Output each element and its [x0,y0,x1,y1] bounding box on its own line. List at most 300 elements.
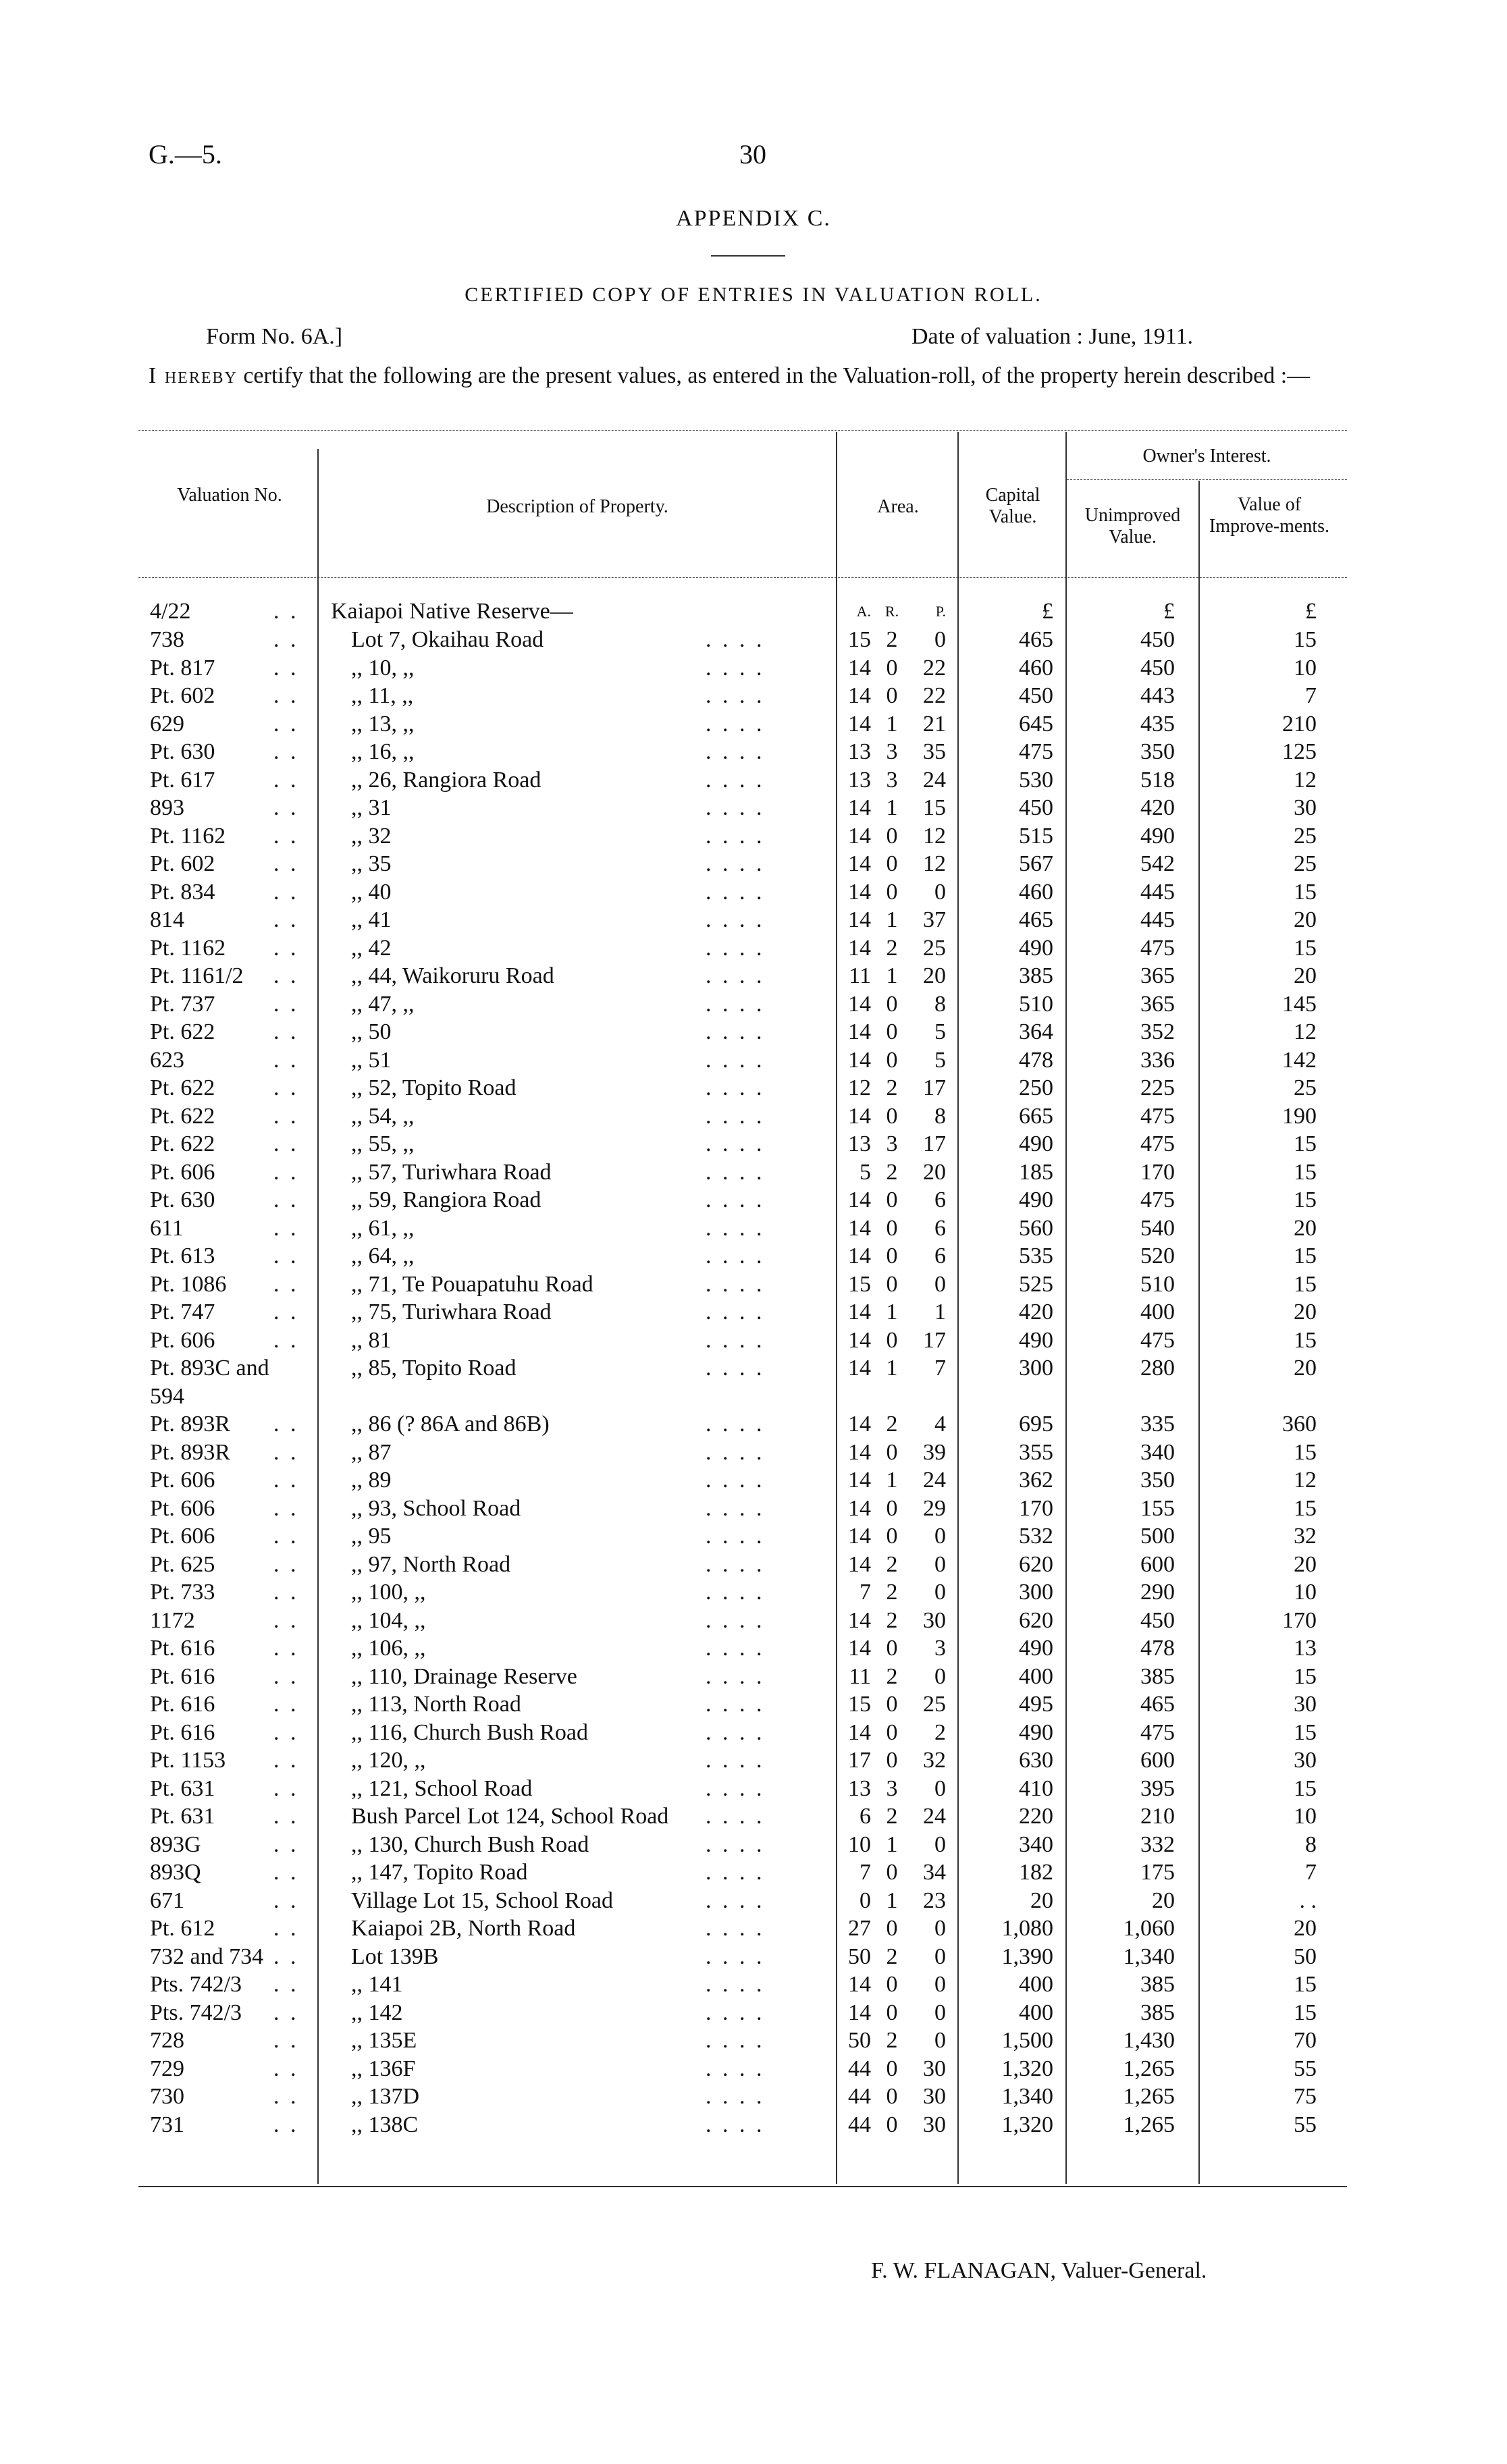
improvements-value: 50 [1294,1944,1317,1969]
leader-dots: . . . . [706,655,765,680]
area-perches: 21 [923,712,946,736]
improvements-value: 210 [1282,712,1317,736]
leader-dots: . . [273,1720,299,1745]
leader-dots: . . [273,1608,299,1633]
capital-value: 560 [1019,1216,1053,1241]
leader-dots: . . . . [706,963,765,988]
improvements-value: 145 [1282,992,1317,1017]
valuation-no: 671 [150,1888,184,1913]
leader-dots: . . . . [706,1860,765,1885]
area-acres: 15 [848,1272,871,1297]
table-row [0,794,1507,822]
table-row [0,597,1507,626]
valuation-no: Pt. 602 [150,851,215,876]
area-perches: 25 [923,1692,946,1717]
area-roods: 3 [886,1131,898,1156]
description: ,, 142 [351,2000,403,2025]
valuation-no: Pt. 606 [150,1496,215,1521]
area-acres: 10 [848,1832,871,1857]
valuation-no: Pts. 742/3 [150,2000,242,2025]
area-acres: 6 [860,1804,871,1829]
table-row [0,1439,1507,1467]
table-row [0,2111,1507,2139]
valuation-no: 731 [150,2112,184,2137]
area-perches: 17 [923,1328,946,1353]
table-row [0,1719,1507,1747]
area-perches: 39 [923,1440,946,1465]
description: Village Lot 15, School Road [351,1888,613,1913]
capital-value: 182 [1019,1860,1053,1885]
description: ,, 57, Turiwhara Road [351,1160,552,1185]
area-roods: 0 [886,1216,898,1241]
improvements-value: 25 [1294,1075,1317,1100]
header-area: Area. [877,496,919,517]
description: ,, 100, ,, [351,1580,426,1605]
leader-dots: . . . . [706,1048,765,1073]
description: ,, 16, ,, [351,739,415,764]
description: Kaiapoi 2B, North Road [351,1916,576,1941]
area-perches: 35 [923,739,946,764]
certified-title: CERTIFIED COPY OF ENTRIES IN VALUATION ROLL. [465,284,1042,306]
unit-pound-unimproved: £ [1163,599,1175,624]
area-acres: 5 [860,1160,871,1185]
leader-dots: . . [273,1804,299,1829]
description: ,, 147, Topito Road [351,1860,528,1885]
unimproved-value: 520 [1140,1243,1175,1268]
leader-dots: . . . . [706,1216,765,1241]
unimproved-value: 500 [1140,1524,1175,1549]
capital-value: 362 [1019,1468,1053,1493]
valuation-no: Pt. 1162 [150,936,226,961]
leader-dots: . . . . [706,739,765,764]
table-row [0,710,1507,739]
table-row [0,1018,1507,1046]
area-acres: 14 [848,1636,871,1661]
header-description: Description of Property. [486,496,668,517]
header-owners-interest: Owner's Interest. [1142,446,1271,466]
improvements-value: 30 [1294,1692,1317,1717]
unit-roods: R. [884,603,899,620]
leader-dots: . . . . [706,1300,765,1324]
leader-dots: . . . . [706,1916,765,1941]
leader-dots: . . [273,1832,299,1857]
leader-dots: . . [273,1916,299,1941]
description: ,, 11, ,, [351,683,414,708]
area-acres: 14 [848,1524,871,1549]
valuation-no: Pt. 817 [150,655,215,680]
description: ,, 141 [351,1972,403,1997]
description: ,, 32 [351,824,392,849]
area-acres: 14 [848,851,871,876]
capital-value: 400 [1019,1664,1053,1689]
unimproved-value: 1,430 [1123,2028,1175,2053]
leader-dots: . . [273,712,299,736]
table-row [0,2027,1507,2055]
unimproved-value: 170 [1140,1160,1175,1185]
valuation-no: Pt. 606 [150,1160,215,1185]
unit-acres: A. [856,603,871,620]
area-roods: 0 [886,880,898,905]
area-acres: 11 [849,963,871,988]
table-row [0,1522,1507,1551]
unimproved-value: 225 [1140,1075,1175,1100]
area-roods: 0 [886,1187,898,1212]
table-row [0,1634,1507,1663]
valuation-no: 893G [150,1832,201,1857]
description: ,, 31 [351,795,392,820]
valuation-no: Pt. 893R [150,1440,231,1465]
table-row [0,1466,1507,1495]
table-row [0,850,1507,878]
leader-dots: . . . . [706,1412,765,1437]
unit-pound-improvements: £ [1305,599,1317,624]
table-row [0,878,1507,907]
unimproved-value: 465 [1140,1692,1175,1717]
valuation-no: Pt. 747 [150,1300,215,1324]
valuation-no: Pt. 834 [150,880,215,905]
description: Lot 7, Okaihau Road [351,627,544,652]
leader-dots: . . [273,795,299,820]
capital-value: 1,320 [1001,2112,1053,2137]
area-perches: 5 [934,1019,946,1044]
leader-dots: . . . . [706,1720,765,1745]
area-roods: 0 [886,1916,898,1941]
area-perches: 24 [923,1804,946,1829]
improvements-value: 10 [1294,1580,1317,1605]
area-acres: 7 [860,1860,871,1885]
table-row [0,1578,1507,1607]
area-roods: 3 [886,1776,898,1801]
area-acres: 14 [848,1356,871,1381]
capital-value: 364 [1019,1019,1053,1044]
area-acres: 14 [848,1216,871,1241]
leader-dots: . . . . [706,1075,765,1100]
area-acres: 14 [848,1048,871,1073]
area-acres: 14 [848,1552,871,1577]
capital-value: 495 [1019,1692,1053,1717]
improvements-value: 70 [1294,2028,1317,2053]
valuation-no: Pt. 630 [150,739,215,764]
area-roods: 2 [886,1944,898,1969]
unimproved-value: 1,060 [1123,1916,1175,1941]
description: ,, 51 [351,1048,392,1073]
capital-value: 1,390 [1001,1944,1053,1969]
area-roods: 0 [886,1440,898,1465]
leader-dots: . . [273,1243,299,1268]
table-row [0,1887,1507,1915]
area-roods: 2 [886,1608,898,1633]
area-acres: 14 [848,1972,871,1997]
area-roods: 1 [886,795,898,820]
leader-dots: . . . . [706,1664,765,1689]
leader-dots: . . [273,655,299,680]
area-roods: 0 [886,2056,898,2081]
table-row [0,1495,1507,1523]
capital-value: 645 [1019,712,1053,736]
area-perches: 0 [934,1552,946,1577]
area-acres: 13 [848,739,871,764]
owners-interest-rule [1067,479,1347,480]
capital-value: 1,320 [1001,2056,1053,2081]
valuation-no: Pt. 737 [150,992,215,1017]
table-row [0,654,1507,682]
area-perches: 6 [934,1187,946,1212]
description: ,, 26, Rangiora Road [351,768,541,793]
area-perches: 29 [923,1496,946,1521]
description: ,, 136F [351,2056,416,2081]
capital-value: 170 [1019,1496,1053,1521]
area-roods: 0 [886,1524,898,1549]
capital-value: 385 [1019,963,1053,988]
leader-dots: . . . . [706,1019,765,1044]
valuation-no: Pt. 622 [150,1104,215,1129]
valuation-no: Pt. 616 [150,1692,215,1717]
leader-dots: . . . . [706,992,765,1017]
unimproved-value: 1,265 [1123,2056,1175,2081]
area-acres: 14 [848,1412,871,1437]
capital-value: 400 [1019,1972,1053,1997]
description: ,, 61, ,, [351,1216,415,1241]
description: Kaiapoi Native Reserve— [331,599,573,624]
header-valuation-no: Valuation No. [177,485,282,506]
table-row [0,1746,1507,1775]
leader-dots: . . [273,851,299,876]
table-row [0,1046,1507,1075]
valuation-no: Pts. 742/3 [150,1972,242,1997]
leader-dots: . . [273,1580,299,1605]
area-perches: 34 [923,1860,946,1885]
improvements-value: 170 [1282,1608,1317,1633]
capital-value: 1,080 [1001,1916,1053,1941]
improvements-value: 20 [1294,907,1317,932]
area-roods: 0 [886,992,898,1017]
leader-dots: . . . . [706,1804,765,1829]
unimproved-value: 600 [1140,1748,1175,1773]
improvements-value: 15 [1294,1440,1317,1465]
leader-dots: . . . . [706,1104,765,1129]
improvements-value: 15 [1294,1272,1317,1297]
improvements-value: 32 [1294,1524,1317,1549]
valuation-no: Pt. 625 [150,1552,215,1577]
description: ,, 55, ,, [351,1131,415,1156]
area-acres: 14 [848,1496,871,1521]
area-acres: 0 [860,1888,871,1913]
unimproved-value: 352 [1140,1019,1175,1044]
leader-dots: . . [273,1187,299,1212]
improvements-value: 8 [1305,1832,1317,1857]
leader-dots: . . [273,1776,299,1801]
capital-value: 525 [1019,1272,1053,1297]
improvements-value: 10 [1294,655,1317,680]
description: ,, 52, Topito Road [351,1075,517,1100]
leader-dots: . . . . [706,1748,765,1773]
capital-value: 460 [1019,880,1053,905]
leader-dots: . . [273,1160,299,1185]
area-perches: 24 [923,1468,946,1493]
area-perches: 0 [934,1524,946,1549]
valuation-no-continued: 594 [150,1384,184,1409]
table-row [0,738,1507,766]
improvements-value: 30 [1294,795,1317,820]
area-acres: 15 [848,1692,871,1717]
improvements-value: 15 [1294,1972,1317,1997]
capital-value: 665 [1019,1104,1053,1129]
unimproved-value: 365 [1140,963,1175,988]
description: ,, 86 (? 86A and 86B) [351,1412,550,1437]
area-roods: 1 [886,1468,898,1493]
improvements-value: 20 [1294,1916,1317,1941]
leader-dots: . . [273,739,299,764]
improvements-value: 15 [1294,1160,1317,1185]
description: ,, 120, ,, [351,1748,426,1773]
table-row [0,1858,1507,1887]
unimproved-value: 450 [1140,1608,1175,1633]
improvements-value: 7 [1305,1860,1317,1885]
unimproved-value: 385 [1140,1664,1175,1689]
area-roods: 0 [886,1972,898,1997]
page-number: 30 [739,139,766,169]
capital-value: 450 [1019,683,1053,708]
unimproved-value: 475 [1140,1720,1175,1745]
area-acres: 14 [848,1187,871,1212]
valuation-no: Pt. 631 [150,1776,215,1801]
improvements-value: 20 [1294,1552,1317,1577]
capital-value: 490 [1019,1636,1053,1661]
date-of-valuation: Date of valuation : June, 1911. [911,324,1194,349]
leader-dots: . . . . [706,1187,765,1212]
area-roods: 1 [886,907,898,932]
capital-value: 250 [1019,1075,1053,1100]
unimproved-value: 435 [1140,712,1175,736]
area-perches: 0 [934,1580,946,1605]
capital-value: 220 [1019,1804,1053,1829]
table-row [0,1074,1507,1102]
table-row [0,962,1507,990]
area-perches: 0 [934,1972,946,1997]
valuation-no: Pt. 893R [150,1412,231,1437]
leader-dots: . . . . [706,1328,765,1353]
area-acres: 14 [848,1608,871,1633]
description: ,, 137D [351,2084,420,2109]
leader-dots: . . [273,1692,299,1717]
unimproved-value: 365 [1140,992,1175,1017]
leader-dots: . . [273,1440,299,1465]
leader-dots: . . [273,1048,299,1073]
leader-dots: . . [273,2056,299,2081]
leader-dots: . . [273,1216,299,1241]
capital-value: 340 [1019,1832,1053,1857]
valuation-no: Pt. 630 [150,1187,215,1212]
area-acres: 15 [848,627,871,652]
table-row [0,1410,1507,1439]
description: ,, 41 [351,907,392,932]
area-roods: 0 [886,2084,898,2109]
description: ,, 44, Waikoruru Road [351,963,554,988]
unimproved-value: 600 [1140,1552,1175,1577]
description: ,, 59, Rangiora Road [351,1187,541,1212]
leader-dots: . . . . [706,1468,765,1493]
area-acres: 14 [848,712,871,736]
area-acres: 13 [848,1131,871,1156]
leader-dots: . . [273,627,299,652]
leader-dots: . . . . [706,1356,765,1381]
area-acres: 44 [848,2112,871,2137]
description: ,, 40 [351,880,392,905]
area-perches: 0 [934,1776,946,1801]
area-roods: 0 [886,2000,898,2025]
area-acres: 14 [848,824,871,849]
unimproved-value: 518 [1140,768,1175,793]
certify-lead: I hereby [149,363,238,388]
unimproved-value: 175 [1140,1860,1175,1885]
area-roods: 0 [886,1720,898,1745]
area-acres: 14 [848,1328,871,1353]
leader-dots: . . . . [706,880,765,905]
improvements-value: 15 [1294,1776,1317,1801]
valuation-no: Pt. 1086 [150,1272,227,1297]
certification-statement [149,361,1337,391]
description: ,, 13, ,, [351,712,415,736]
area-roods: 2 [886,936,898,961]
improvements-value: 20 [1294,1356,1317,1381]
valuation-no: Pt. 606 [150,1328,215,1353]
area-acres: 27 [848,1916,871,1941]
area-acres: 14 [848,2000,871,2025]
area-acres: 13 [848,768,871,793]
unimproved-value: 350 [1140,1468,1175,1493]
description: ,, 50 [351,1019,392,1044]
table-row [0,1999,1507,2027]
capital-value: 400 [1019,2000,1053,2025]
area-acres: 14 [848,880,871,905]
capital-value: 567 [1019,851,1053,876]
improvements-value: 15 [1294,1187,1317,1212]
unimproved-value: 475 [1140,1104,1175,1129]
capital-value: 420 [1019,1300,1053,1324]
area-perches: 32 [923,1748,946,1773]
table-row [0,1327,1507,1355]
leader-dots: . . [273,1552,299,1577]
capital-value: 410 [1019,1776,1053,1801]
improvements-value: 30 [1294,1748,1317,1773]
improvements-value: 15 [1294,880,1317,905]
capital-value: 465 [1019,907,1053,932]
leader-dots: . . . . [706,1580,765,1605]
area-perches: 8 [934,992,946,1017]
valuation-no: 893 [150,795,184,820]
capital-value: 490 [1019,1328,1053,1353]
leader-dots: . . . . [706,2056,765,2081]
area-roods: 0 [886,683,898,708]
area-acres: 14 [848,1440,871,1465]
area-perches: 30 [923,2056,946,2081]
capital-value: 510 [1019,992,1053,1017]
area-perches: 0 [934,1664,946,1689]
area-acres: 14 [848,936,871,961]
area-acres: 14 [848,907,871,932]
unimproved-value: 445 [1140,880,1175,905]
leader-dots: . . . . [706,2112,765,2137]
area-perches: 5 [934,1048,946,1073]
unimproved-value: 336 [1140,1048,1175,1073]
description: ,, 113, North Road [351,1692,521,1717]
valuation-no: Pt. 1153 [150,1748,226,1773]
area-perches: 30 [923,2112,946,2137]
leader-dots: . . [273,768,299,793]
unimproved-value: 395 [1140,1776,1175,1801]
unimproved-value: 540 [1140,1216,1175,1241]
certify-text: certify that the following are the present values, as entered in the Valuation-roll, of the property herein described :— [243,363,1311,388]
